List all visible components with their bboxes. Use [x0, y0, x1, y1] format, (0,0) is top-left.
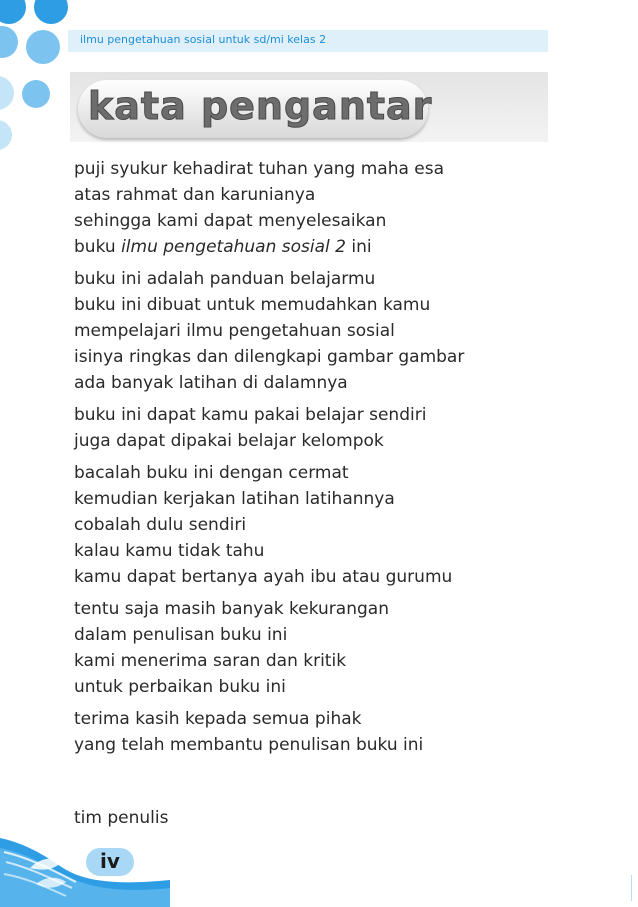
text-segment: buku — [74, 237, 122, 257]
paragraph — [74, 706, 574, 758]
text-line: kamu dapat bertanya ayah ibu atau gurumu — [74, 567, 453, 587]
decorative-dot — [0, 76, 14, 110]
text-line: dalam penulisan buku ini — [74, 625, 288, 645]
text-line: buku ini dapat kamu pakai belajar sendiri — [74, 405, 427, 425]
decorative-dot — [0, 120, 12, 150]
text-segment: ini — [345, 237, 372, 257]
text-line: kalau kamu tidak tahu — [74, 541, 265, 561]
text-line: mempelajari ilmu pengetahuan sosial — [74, 321, 395, 341]
paragraph — [74, 156, 574, 260]
text-line: untuk perbaikan buku ini — [74, 677, 286, 697]
text-line: cobalah dulu sendiri — [74, 515, 247, 535]
decorative-dot — [26, 30, 60, 64]
paragraph — [74, 402, 574, 454]
text-line: ada banyak latihan di dalamnya — [74, 373, 348, 393]
text-line: kemudian kerjakan latihan latihannya — [74, 489, 395, 509]
text-line: terima kasih kepada semua pihak — [74, 709, 362, 729]
page-title: kata pengantar — [88, 84, 433, 128]
paragraph — [74, 596, 574, 700]
signature: tim penulis — [74, 808, 169, 828]
text-line: buku ini adalah panduan belajarmu — [74, 269, 376, 289]
text-line — [74, 234, 574, 260]
text-line: puji syukur kehadirat tuhan yang maha esa — [74, 159, 445, 179]
text-line: bacalah buku ini dengan cermat — [74, 463, 349, 483]
text-line: atas rahmat dan karunianya — [74, 185, 316, 205]
page-number: iv — [100, 849, 120, 873]
paragraph — [74, 266, 574, 396]
text-line: sehingga kami dapat menyelesaikan — [74, 211, 387, 231]
text-line: yang telah membantu penulisan buku ini — [74, 735, 424, 755]
decorative-dot — [0, 0, 26, 24]
body-text — [74, 156, 574, 764]
page-edge-mark — [631, 875, 632, 901]
book-title: ilmu pengetahuan sosial 2 — [121, 237, 346, 257]
text-line: juga dapat dipakai belajar kelompok — [74, 431, 384, 451]
decorative-dot — [34, 0, 68, 24]
paragraph — [74, 460, 574, 590]
header-text: ilmu pengetahuan sosial untuk sd/mi kelas 2 — [80, 33, 327, 46]
text-line: tentu saja masih banyak kekurangan — [74, 599, 389, 619]
decorative-dot — [0, 26, 18, 58]
decorative-dot — [22, 80, 50, 108]
text-line: kami menerima saran dan kritik — [74, 651, 347, 671]
text-line: buku ini dibuat untuk memudahkan kamu — [74, 295, 431, 315]
text-line: isinya ringkas dan dilengkapi gambar gambar — [74, 347, 465, 367]
